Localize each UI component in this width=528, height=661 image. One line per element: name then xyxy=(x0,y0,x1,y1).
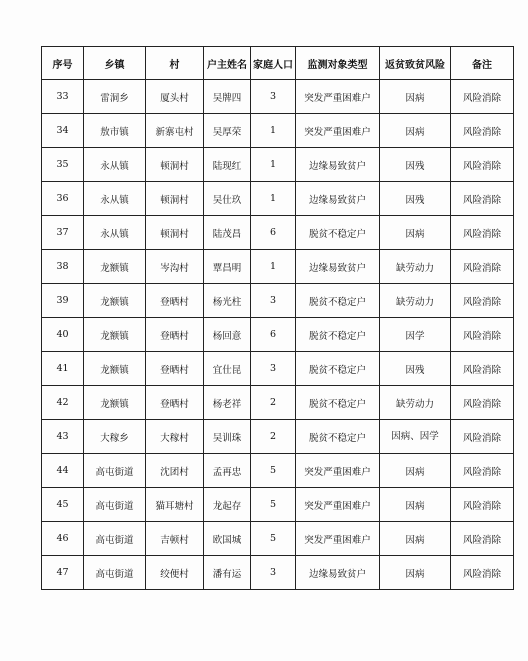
cell-town: 龙额镇 xyxy=(84,352,146,386)
cell-village: 沈团村 xyxy=(146,454,204,488)
cell-family-size: 5 xyxy=(251,454,296,488)
cell-family-size: 2 xyxy=(251,386,296,420)
table-row xyxy=(42,216,514,250)
cell-village: 新寨屯村 xyxy=(146,114,204,148)
cell-note: 风险消除 xyxy=(451,522,514,556)
monitoring-table xyxy=(41,46,514,590)
cell-householder: 陆现红 xyxy=(204,148,251,182)
cell-householder: 吴仕玖 xyxy=(204,182,251,216)
cell-monitor-type: 脱贫不稳定户 xyxy=(296,420,380,454)
header-risk: 返贫致贫风险 xyxy=(380,47,451,80)
cell-householder: 杨老祥 xyxy=(204,386,251,420)
cell-town: 永从镇 xyxy=(84,148,146,182)
cell-note: 风险消除 xyxy=(451,318,514,352)
cell-householder: 吴厚荣 xyxy=(204,114,251,148)
cell-risk: 因病 xyxy=(380,80,451,114)
cell-householder: 潘有运 xyxy=(204,556,251,590)
cell-monitor-type: 突发严重困难户 xyxy=(296,454,380,488)
cell-monitor-type: 突发严重困难户 xyxy=(296,522,380,556)
cell-serial: 40 xyxy=(42,318,84,352)
cell-note: 风险消除 xyxy=(451,352,514,386)
cell-note: 风险消除 xyxy=(451,556,514,590)
cell-town: 高屯街道 xyxy=(84,522,146,556)
header-householder: 户主姓名 xyxy=(204,47,251,80)
cell-monitor-type: 边缘易致贫户 xyxy=(296,556,380,590)
table-row xyxy=(42,318,514,352)
cell-monitor-type: 脱贫不稳定户 xyxy=(296,352,380,386)
cell-monitor-type: 脱贫不稳定户 xyxy=(296,216,380,250)
cell-family-size: 5 xyxy=(251,488,296,522)
cell-note: 风险消除 xyxy=(451,420,514,454)
cell-householder: 覃昌明 xyxy=(204,250,251,284)
cell-householder: 杨回意 xyxy=(204,318,251,352)
cell-village: 登晒村 xyxy=(146,386,204,420)
cell-householder: 吴训珠 xyxy=(204,420,251,454)
cell-village: 厦头村 xyxy=(146,80,204,114)
cell-village: 顿洞村 xyxy=(146,216,204,250)
cell-family-size: 1 xyxy=(251,114,296,148)
cell-note: 风险消除 xyxy=(451,80,514,114)
cell-note: 风险消除 xyxy=(451,454,514,488)
cell-householder: 陆茂昌 xyxy=(204,216,251,250)
cell-serial: 39 xyxy=(42,284,84,318)
cell-monitor-type: 脱贫不稳定户 xyxy=(296,386,380,420)
cell-village: 岑沟村 xyxy=(146,250,204,284)
cell-monitor-type: 边缘易致贫户 xyxy=(296,250,380,284)
cell-family-size: 3 xyxy=(251,80,296,114)
cell-town: 大稼乡 xyxy=(84,420,146,454)
table-body xyxy=(42,80,514,590)
cell-note: 风险消除 xyxy=(451,148,514,182)
table-row xyxy=(42,182,514,216)
cell-town: 高屯街道 xyxy=(84,556,146,590)
cell-monitor-type: 突发严重困难户 xyxy=(296,80,380,114)
cell-monitor-type: 边缘易致贫户 xyxy=(296,148,380,182)
cell-family-size: 1 xyxy=(251,250,296,284)
cell-town: 敖市镇 xyxy=(84,114,146,148)
cell-family-size: 1 xyxy=(251,148,296,182)
cell-serial: 37 xyxy=(42,216,84,250)
table-row xyxy=(42,148,514,182)
cell-family-size: 2 xyxy=(251,420,296,454)
cell-family-size: 3 xyxy=(251,556,296,590)
cell-risk: 因残 xyxy=(380,148,451,182)
cell-family-size: 6 xyxy=(251,216,296,250)
cell-risk: 因病 xyxy=(380,114,451,148)
cell-note: 风险消除 xyxy=(451,488,514,522)
header-town: 乡镇 xyxy=(84,47,146,80)
cell-serial: 33 xyxy=(42,80,84,114)
cell-monitor-type: 脱贫不稳定户 xyxy=(296,318,380,352)
table-row xyxy=(42,284,514,318)
cell-monitor-type: 突发严重困难户 xyxy=(296,114,380,148)
cell-serial: 38 xyxy=(42,250,84,284)
cell-householder: 欧国城 xyxy=(204,522,251,556)
cell-town: 龙额镇 xyxy=(84,318,146,352)
cell-risk: 因病 xyxy=(380,454,451,488)
header-family-size: 家庭人口 xyxy=(251,47,296,80)
header-note: 备注 xyxy=(451,47,514,80)
cell-note: 风险消除 xyxy=(451,386,514,420)
table-row xyxy=(42,250,514,284)
cell-family-size: 1 xyxy=(251,182,296,216)
cell-risk: 因病、因学 xyxy=(380,420,451,454)
cell-serial: 35 xyxy=(42,148,84,182)
table-row xyxy=(42,114,514,148)
table-row xyxy=(42,352,514,386)
cell-town: 永从镇 xyxy=(84,182,146,216)
cell-serial: 34 xyxy=(42,114,84,148)
cell-serial: 36 xyxy=(42,182,84,216)
cell-village: 吉顿村 xyxy=(146,522,204,556)
cell-risk: 因学 xyxy=(380,318,451,352)
cell-risk: 因残 xyxy=(380,182,451,216)
cell-householder: 杨光柱 xyxy=(204,284,251,318)
cell-village: 猫耳塘村 xyxy=(146,488,204,522)
cell-serial: 46 xyxy=(42,522,84,556)
cell-risk: 缺劳动力 xyxy=(380,250,451,284)
cell-village: 登晒村 xyxy=(146,318,204,352)
cell-village: 登晒村 xyxy=(146,352,204,386)
cell-risk: 因病 xyxy=(380,216,451,250)
cell-householder: 孟再忠 xyxy=(204,454,251,488)
cell-village: 登晒村 xyxy=(146,284,204,318)
cell-village: 大稼村 xyxy=(146,420,204,454)
cell-note: 风险消除 xyxy=(451,250,514,284)
cell-monitor-type: 突发严重困难户 xyxy=(296,488,380,522)
cell-serial: 43 xyxy=(42,420,84,454)
cell-village: 绞便村 xyxy=(146,556,204,590)
cell-risk: 因病 xyxy=(380,522,451,556)
cell-village: 顿洞村 xyxy=(146,148,204,182)
table-row xyxy=(42,522,514,556)
cell-note: 风险消除 xyxy=(451,284,514,318)
cell-householder: 宜仕昆 xyxy=(204,352,251,386)
cell-village: 顿洞村 xyxy=(146,182,204,216)
cell-family-size: 5 xyxy=(251,522,296,556)
cell-householder: 吴牌四 xyxy=(204,80,251,114)
cell-note: 风险消除 xyxy=(451,216,514,250)
table-row xyxy=(42,420,514,454)
cell-risk: 因病 xyxy=(380,556,451,590)
cell-family-size: 6 xyxy=(251,318,296,352)
cell-monitor-type: 脱贫不稳定户 xyxy=(296,284,380,318)
cell-risk: 因残 xyxy=(380,352,451,386)
cell-town: 高屯街道 xyxy=(84,488,146,522)
cell-town: 雷洞乡 xyxy=(84,80,146,114)
cell-serial: 44 xyxy=(42,454,84,488)
cell-family-size: 3 xyxy=(251,284,296,318)
cell-town: 高屯街道 xyxy=(84,454,146,488)
table-row xyxy=(42,556,514,590)
cell-town: 永从镇 xyxy=(84,216,146,250)
table-row xyxy=(42,454,514,488)
cell-risk: 因病 xyxy=(380,488,451,522)
cell-risk: 缺劳动力 xyxy=(380,284,451,318)
cell-note: 风险消除 xyxy=(451,182,514,216)
cell-risk: 缺劳动力 xyxy=(380,386,451,420)
table-header-row xyxy=(42,47,514,80)
header-monitor-type: 监测对象类型 xyxy=(296,47,380,80)
cell-serial: 45 xyxy=(42,488,84,522)
cell-serial: 42 xyxy=(42,386,84,420)
cell-town: 龙额镇 xyxy=(84,386,146,420)
header-serial: 序号 xyxy=(42,47,84,80)
table-row xyxy=(42,80,514,114)
cell-householder: 龙起存 xyxy=(204,488,251,522)
cell-serial: 47 xyxy=(42,556,84,590)
header-village: 村 xyxy=(146,47,204,80)
cell-town: 龙额镇 xyxy=(84,284,146,318)
cell-monitor-type: 边缘易致贫户 xyxy=(296,182,380,216)
table-row xyxy=(42,386,514,420)
cell-family-size: 3 xyxy=(251,352,296,386)
cell-serial: 41 xyxy=(42,352,84,386)
cell-note: 风险消除 xyxy=(451,114,514,148)
table-row xyxy=(42,488,514,522)
cell-town: 龙额镇 xyxy=(84,250,146,284)
